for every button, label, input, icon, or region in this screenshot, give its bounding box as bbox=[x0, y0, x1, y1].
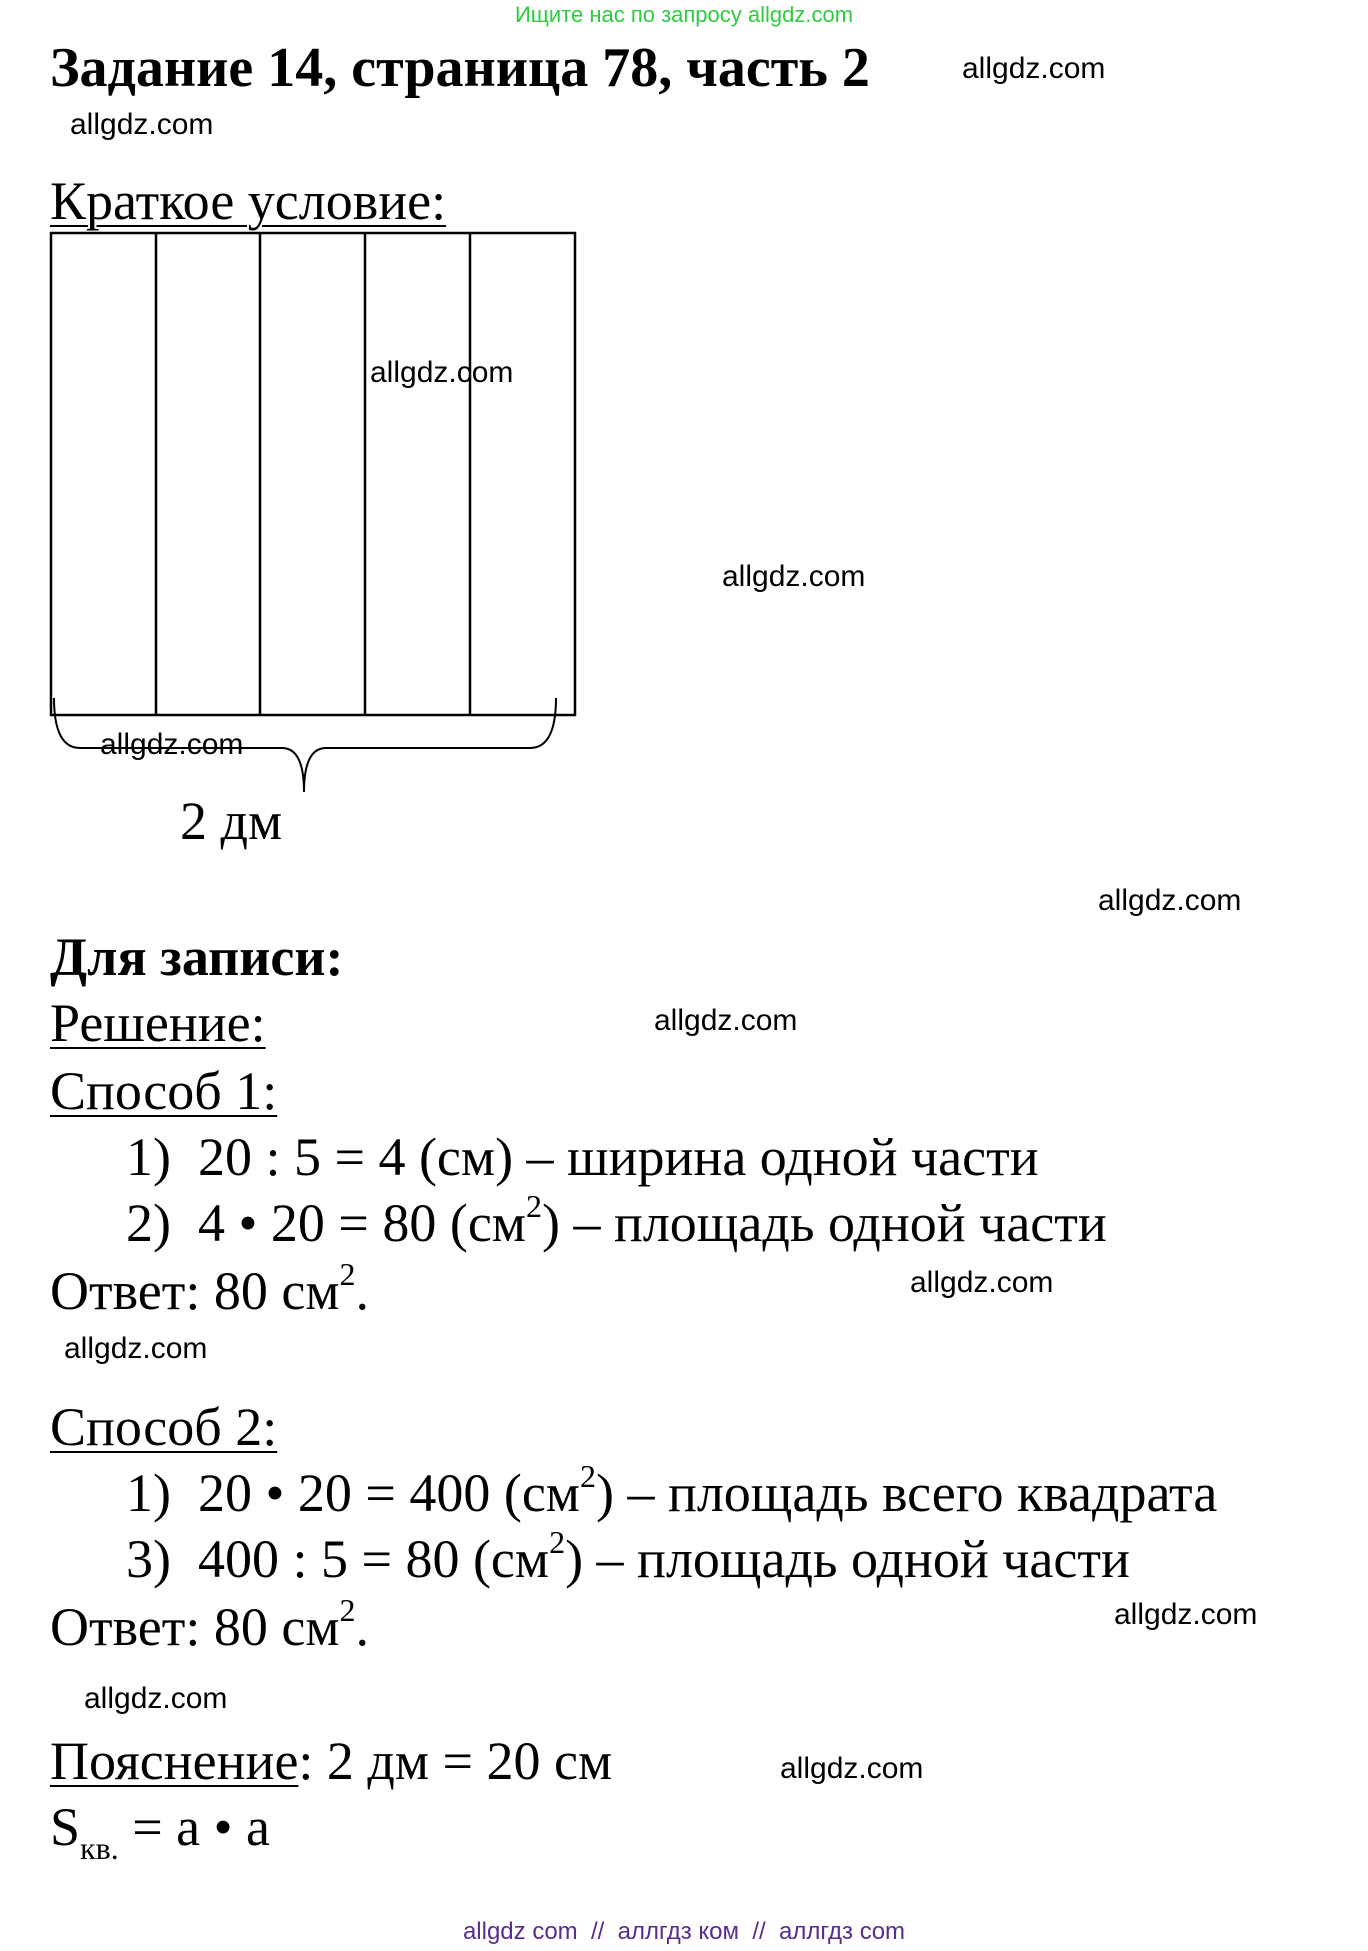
answer-text: . bbox=[355, 1597, 369, 1657]
watermark: allgdz.com bbox=[370, 356, 514, 389]
step-number: 1) bbox=[126, 1463, 171, 1523]
step-text: ) – площадь всего квадрата bbox=[595, 1463, 1218, 1523]
method1-heading: Способ 1: bbox=[50, 1061, 278, 1121]
watermark: allgdz.com bbox=[70, 108, 214, 141]
explanation-text: : 2 дм = 20 см bbox=[298, 1731, 613, 1791]
answer-text: Ответ: 80 см bbox=[50, 1597, 340, 1657]
search-hint: Ищите нас по запросу allgdz.com bbox=[514, 2, 854, 27]
method2-step1 bbox=[126, 1458, 1218, 1524]
explanation-label: Пояснение bbox=[50, 1731, 299, 1791]
superscript: 2 bbox=[525, 1188, 542, 1224]
formula-symbol: S bbox=[50, 1797, 81, 1857]
record-heading: Для записи: bbox=[50, 927, 344, 987]
footer-links[interactable]: allgdz com // аллгдз ком // аллгдз com bbox=[462, 1918, 906, 1945]
formula-subscript: кв. bbox=[80, 1830, 119, 1866]
step-text: 4 • 20 = 80 (см bbox=[197, 1193, 526, 1253]
watermark: allgdz.com bbox=[1098, 884, 1242, 917]
watermark: allgdz.com bbox=[722, 560, 866, 593]
watermark: allgdz.com bbox=[100, 728, 244, 761]
watermark: allgdz.com bbox=[1114, 1598, 1258, 1631]
watermark: allgdz.com bbox=[910, 1266, 1054, 1299]
superscript: 2 bbox=[549, 1524, 566, 1560]
method1-answer bbox=[50, 1256, 369, 1322]
watermark: allgdz.com bbox=[780, 1752, 924, 1785]
step-number: 1) bbox=[126, 1127, 171, 1187]
area-formula bbox=[50, 1796, 270, 1866]
method2-answer bbox=[50, 1592, 369, 1658]
step-text: ) – площадь одной части bbox=[565, 1529, 1130, 1589]
formula-text: = a • a bbox=[118, 1797, 270, 1857]
superscript: 2 bbox=[579, 1458, 596, 1494]
watermark: allgdz.com bbox=[84, 1682, 228, 1715]
side-length-label: 2 дм bbox=[180, 791, 283, 851]
step-text: ) – площадь одной части bbox=[541, 1193, 1107, 1253]
step-number: 3) bbox=[126, 1529, 171, 1589]
superscript: 2 bbox=[339, 1592, 356, 1628]
answer-text: Ответ: 80 см bbox=[50, 1261, 340, 1321]
watermark: allgdz.com bbox=[654, 1004, 798, 1037]
explanation bbox=[50, 1730, 612, 1792]
superscript: 2 bbox=[339, 1256, 356, 1292]
solution-heading: Решение: bbox=[50, 993, 266, 1053]
condition-heading: Краткое условие: bbox=[50, 171, 447, 231]
watermark: allgdz.com bbox=[64, 1332, 208, 1365]
method1-step2 bbox=[126, 1188, 1107, 1254]
step-text: 400 : 5 = 80 (см bbox=[197, 1529, 550, 1589]
answer-text: . bbox=[355, 1261, 369, 1321]
step-text: 20 : 5 = 4 (см) – ширина одной части bbox=[197, 1127, 1039, 1187]
step-text: 20 • 20 = 400 (см bbox=[197, 1463, 580, 1523]
method2-heading: Способ 2: bbox=[50, 1397, 278, 1457]
method2-step2 bbox=[126, 1524, 1130, 1590]
square-outline bbox=[51, 233, 575, 715]
step-number: 2) bbox=[126, 1193, 171, 1253]
method1-step1 bbox=[126, 1126, 1039, 1188]
page-title: Задание 14, страница 78, часть 2 bbox=[50, 37, 870, 99]
watermark: allgdz.com bbox=[962, 52, 1106, 85]
